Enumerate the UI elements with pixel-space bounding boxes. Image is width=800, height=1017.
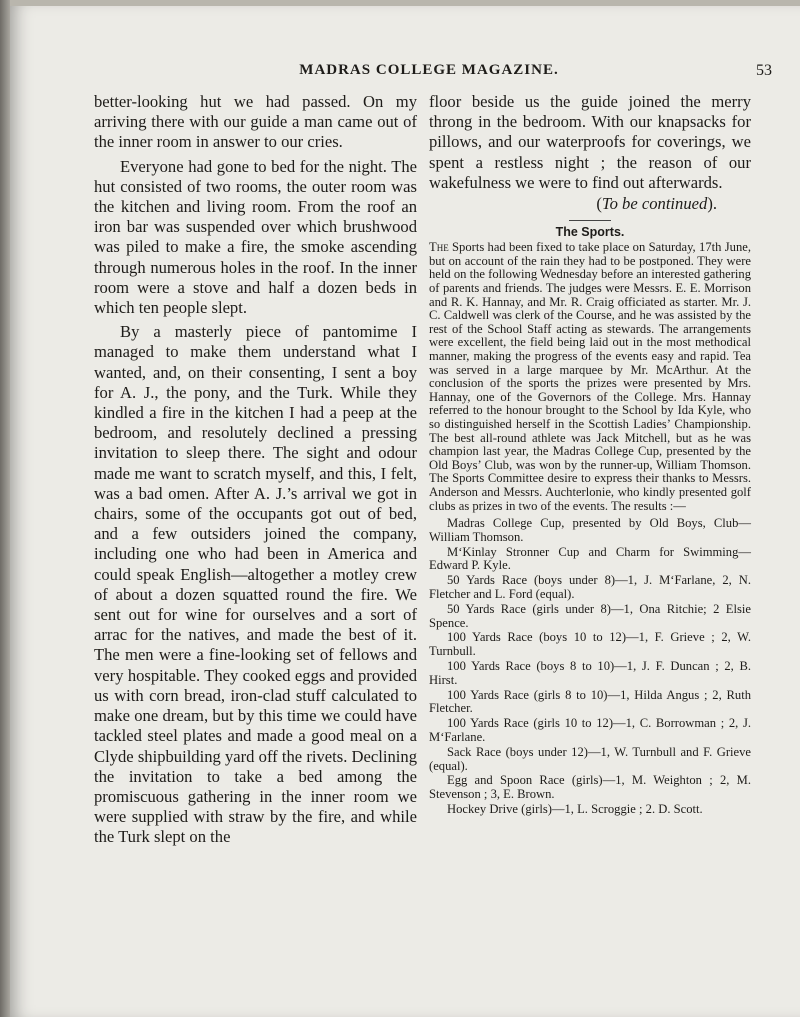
- result-item: Hockey Drive (girls)—1, L. Scroggie ; 2. D. Scott.: [447, 802, 703, 817]
- paragraph-1: better-looking hut we had passed. On my arriving there with our guide a man came out of the inner room in answer to our cries.: [94, 92, 417, 152]
- paragraph-3: By a masterly piece of pantomime I managed to make them understand what I wanted, and, on their consenting, I sent a boy for A. J., the pony, and the Turk. While they kindled a fire in the kitchen I had a peep at the bedroom, and resolutely declined a pressing invitation to sleep there. The sight and odour made me want to scratch myself, and this, I felt, was a bad omen. After A. J.’s arrival we got in chairs, some of the occupants got out of bed, and a few outsiders joined the company, including one who had been in America and could speak English—altogether a motley crew of about a dozen squatted round the fire. We sent out for wine for ourselves and a sort of arrac for the natives, and made the best of it. The men were a fine-looking set of fellows and very hospitable. They cooked eggs and provided us with corn bread, iron-clad stuff calculated to make one dream, but by this time we could have tackled steel plates and made a good meal on a Clyde shipbuilding yard off the rivets. Declining the invitation to take a bed among the promiscuous gathering in the inner room we were supplied with straw by the fire, and while the Turk slept on the: [94, 322, 417, 847]
- magazine-title: MADRAS COLLEGE MAGAZINE.: [299, 62, 559, 78]
- running-header: [10, 62, 800, 84]
- result-item: 100 Yards Race (boys 10 to 12)—1, F. Grieve ; 2, W. Turnbull.: [429, 630, 751, 659]
- to-be-continued-text: To be continued: [601, 194, 708, 214]
- result-item: M‘Kinlay Stronner Cup and Charm for Swimming—Edward P. Kyle.: [429, 544, 751, 573]
- page-gutter-shadow: [0, 0, 10, 1017]
- section-divider: [569, 220, 611, 221]
- right-column: [429, 92, 751, 818]
- result-item: 100 Yards Race (girls 8 to 10)—1, Hilda Angus ; 2, Ruth Fletcher.: [429, 687, 751, 716]
- result-item: 100 Yards Race (boys 8 to 10)—1, J. F. Duncan ; 2, B. Hirst.: [429, 659, 751, 687]
- left-column: [94, 92, 417, 852]
- result-item: Madras College Cup, presented by Old Boys, Club—William Thomson.: [429, 516, 751, 544]
- magazine-page: [10, 6, 800, 1017]
- sports-report: [429, 241, 751, 513]
- result-item: 50 Yards Race (girls under 8)—1, Ona Ritchie; 2 Elsie Spence.: [429, 601, 751, 630]
- page-number: 53: [756, 62, 772, 79]
- story-continuation: floor beside us the guide joined the merry throng in the bedroom. With our knapsacks for pillows, and our waterproofs for coverings, we spent a restless night ; the reason of our wakefulness we were to find out afterwards.: [429, 92, 751, 192]
- sports-report-text: Sports had been fixed to take place on Saturday, 17th June, but on account of the rain they had to be postponed. They were held on the following Wednesday before an interested gathering of parents and friends. The judges were Messrs. E. E. Morrison and R. K. Hannay, and Mr. R. Craig officiated as starter. Mr. J. C. Caldwell was clerk of the Course, and he was assisted by the rest of the School Staff acting as stewards. The arrangements were excellent, the field being laid out in the most methodical manner, making the progress of the events easy and rapid. Tea was served in a large marquee by Mr. McArthur. At the conclusion of the sports the prizes were presented by Mrs. Hannay, one of the Governors of the College. Mrs. Hannay referred to the honour brought to the School by Ida Kyle, who so distinguished herself in the Scottish Ladies’ Championship. The best all-round athlete was Jack Mitchell, but as he was champion last year, the Madras College Cup, presented by the Old Boys’ Club, was won by the runner-up, William Thomson. The Sports Committee desire to express their thanks to Messrs. Anderson and Messrs. Auchterlonie, who kindly presented golf clubs as prizes in two of the events. The results :—: [429, 240, 751, 513]
- sports-heading: The Sports.: [555, 225, 625, 240]
- result-item: 50 Yards Race (boys under 8)—1, J. M‘Farlane, 2, N. Fletcher and L. Ford (equal).: [429, 573, 751, 602]
- paragraph-2: Everyone had gone to bed for the night. The hut consisted of two rooms, the outer room was the kitchen and living room. From the roof an iron bar was suspended over which brushwood was piled to make a fire, the smoke ascending through numerous holes in the roof. In the inner room were a stove and half a dozen beds in which ten people slept.: [94, 156, 417, 318]
- result-item: Sack Race (boys under 12)—1, W. Turnbull and F. Grieve (equal).: [429, 744, 751, 773]
- result-item: Egg and Spoon Race (girls)—1, M. Weighton ; 2, M. Stevenson ; 3, E. Brown.: [429, 773, 751, 802]
- result-item: 100 Yards Race (girls 10 to 12)—1, C. Borrowman ; 2, J. M‘Farlane.: [429, 716, 751, 745]
- results-list: [429, 517, 751, 817]
- sports-lead-word: The: [429, 240, 449, 255]
- to-be-continued-note: (To be continued).: [596, 194, 717, 214]
